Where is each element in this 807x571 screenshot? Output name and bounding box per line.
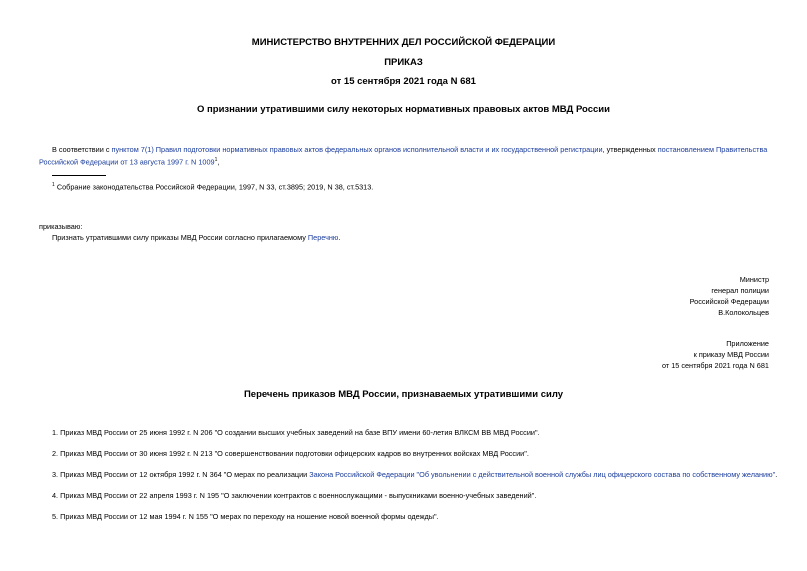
appendix-date: от 15 сентября 2021 года N 681 — [661, 361, 769, 370]
document-type: ПРИКАЗ — [384, 57, 423, 68]
link-government[interactable]: Правительства Российской Федерации от 13 августа 1997 г. N 1009 — [39, 145, 768, 167]
appendix-label: Приложение — [726, 339, 769, 348]
preamble-text: , утвержденных — [602, 145, 658, 154]
list-item-text: 3. Приказ МВД России от 12 октября 1992 г. N 364 "О мерах по реализации — [52, 470, 310, 479]
list-item-text: . — [775, 470, 778, 479]
footnote-number: 1 — [52, 182, 55, 188]
list-item: 4. Приказ МВД России от 22 апреля 1993 г. N 195 "О заключении контрактов с военнослужащими - выпускниками военно-учебных заведений". — [52, 491, 537, 500]
footnote-text: Собрание законодательства Российской Федерации, 1997, N 33, ст.3895; 2019, N 38, ст.5313. — [56, 182, 374, 192]
list-title: Перечень приказов МВД России, признаваемых утратившими силу — [243, 389, 564, 400]
document-date: от 15 сентября 2021 года N 681 — [331, 76, 476, 87]
link-rules[interactable]: Правил подготовки нормативных правовых актов федеральных органов исполнительной власти и их государственной регистрации — [155, 145, 603, 154]
link-point-7-1[interactable]: пунктом 7(1) — [111, 145, 154, 154]
preamble — [39, 145, 771, 167]
signature-name: В.Колокольцев — [718, 308, 769, 317]
footnote — [52, 180, 373, 192]
signature-position: Министр — [739, 275, 769, 284]
preamble-text: В соответствии с — [52, 145, 112, 154]
list-item: 5. Приказ МВД России от 12 мая 1994 г. N 155 "О мерах по переходу на ношение новой военной формы одежды". — [52, 512, 439, 521]
footnote-divider — [52, 175, 106, 176]
appendix-block — [662, 338, 769, 371]
document-title: О признании утратившими силу некоторых нормативных правовых актов МВД России — [197, 104, 610, 115]
appendix-ref: к приказу МВД России — [693, 350, 769, 359]
order-text-after: . — [338, 233, 341, 242]
preamble-text: , — [217, 157, 220, 167]
signature-rank: генерал полиции — [711, 286, 769, 295]
order-text-before: Признать утратившими силу приказы МВД России согласно прилагаемому — [52, 233, 308, 242]
list-item: 1. Приказ МВД России от 25 июня 1992 г. N 206 "О создании высших учебных заведений на базе ВПУ имени 60-летия ВЛКСМ ВВ МВД России". — [52, 428, 540, 437]
list-item — [52, 470, 777, 479]
link-law[interactable]: Закона Российской Федерации "Об увольнении с действительной военной службы лиц офицерского состава по собственному желанию" — [309, 470, 776, 479]
footnote-mark[interactable]: 1 — [214, 157, 218, 163]
link-list[interactable]: Перечню — [307, 233, 339, 242]
signature-country: Российской Федерации — [689, 297, 769, 306]
ministry-heading: МИНИСТЕРСТВО ВНУТРЕННИХ ДЕЛ РОССИЙСКОЙ ФЕДЕРАЦИИ — [251, 37, 556, 48]
link-resolution[interactable]: постановлением — [657, 145, 714, 154]
signature-block — [690, 274, 769, 318]
list-item: 2. Приказ МВД России от 30 июня 1992 г. N 213 "О совершенствовании подготовки офицерских кадров во внутренних войсках МВД России". — [52, 449, 529, 458]
order-label: приказываю: — [39, 222, 83, 231]
order-text — [52, 233, 340, 243]
